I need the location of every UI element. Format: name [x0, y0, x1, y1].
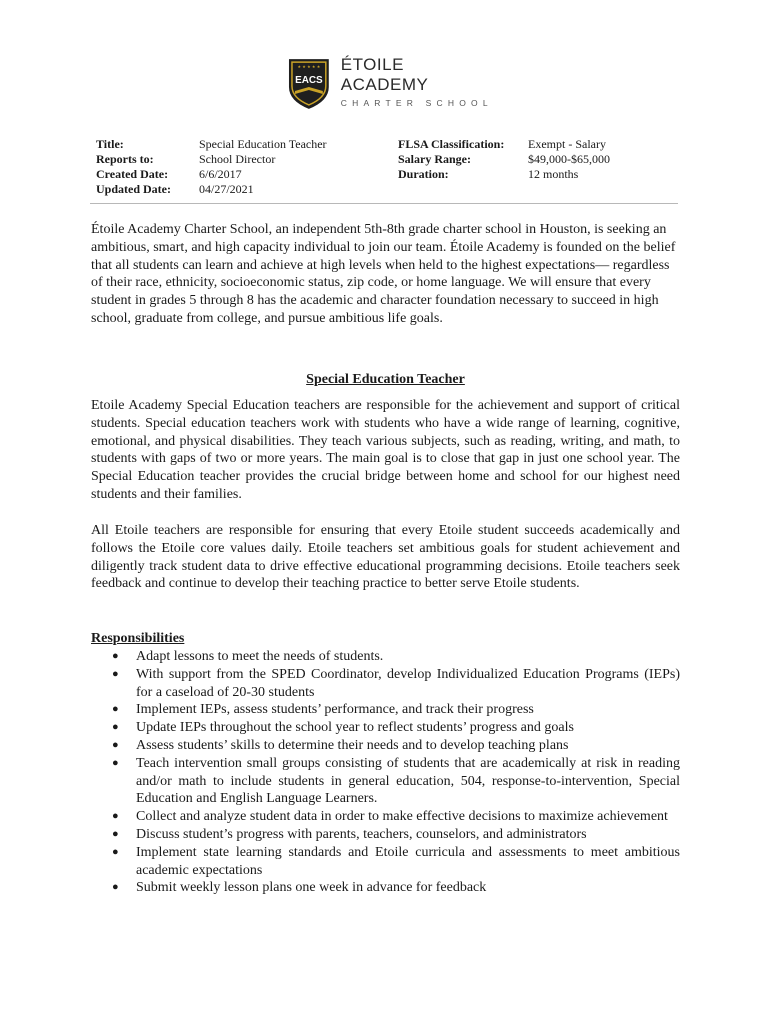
meta-value-duration: 12 months [528, 167, 579, 181]
list-item [91, 879, 680, 897]
shield-logo-icon [285, 53, 333, 111]
list-item [91, 701, 680, 719]
bullet-icon: ● [112, 738, 119, 751]
meta-value-updated: 04/27/2021 [199, 182, 254, 196]
role-paragraph: Etoile Academy Special Education teachers are responsible for the achievement and support of critical students. Special education teachers work with students who have a wide range of learning, cognitive, emotional, and physical disabilities. They teach various subjects, such as reading, writing, and math, to students with gaps of two or more years. The main goal is to close that gap in just one school year. The Special Education teacher provides the crucial bridge between home and school for our highest need students and their families. [91, 398, 680, 502]
list-item [91, 755, 680, 808]
responsibilities-list [91, 648, 680, 897]
meta-label-flsa: FLSA Classification: [398, 137, 505, 151]
meta-label-salary: Salary Range: [398, 152, 471, 166]
logo-subtitle: CHARTER SCHOOL [340, 98, 493, 108]
bullet-icon: ● [112, 650, 119, 662]
bullet-icon: ● [112, 845, 119, 858]
bullet-icon: ● [112, 810, 119, 823]
meta-value-title: Special Education Teacher [199, 137, 327, 151]
list-item-text: Discuss student’s progress with parents, teachers, counselors, and administrators [136, 826, 587, 842]
meta-value-reports-to: School Director [199, 152, 276, 166]
bullet-icon: ● [112, 703, 119, 716]
responsibilities-title: Responsibilities [91, 631, 185, 646]
list-item [91, 844, 680, 880]
intro-paragraph: Étoile Academy Charter School, an independent 5th-8th grade charter school in Houston, is seeking an ambitious, smart, and high capacity individual to join our team. Étoile Academy is founded on the belief that all students can learn and achieve at high levels when held to the highest expectations— regardless of their race, ethnicity, socioeconomic status, zip code, or home language. We will ensure that every student in grades 5 through 8 has the academic and character foundation necessary to succeed in high school, graduate from college, and pursue ambitious life goals. [91, 222, 676, 326]
list-item-text: Teach intervention small groups consisting of students that are academically at risk in reading and/or math to include students in general education, 504, response-to-intervention, Special Education and English Language Learners. [136, 755, 680, 807]
section-heading: Special Education Teacher [306, 372, 465, 387]
list-item-text: Update IEPs throughout the school year to reflect students’ progress and goals [136, 720, 574, 736]
logo-monogram: EACS [295, 74, 323, 86]
list-item [91, 666, 680, 702]
svg-text:★ ★ ★ ★ ★: ★ ★ ★ ★ ★ [297, 64, 321, 70]
meta-label-duration: Duration: [398, 167, 449, 181]
meta-right-values [528, 137, 610, 182]
list-item-text: With support from the SPED Coordinator, develop Individualized Education Programs (IEPs) for a caseload of 20-30 students [136, 666, 680, 700]
meta-value-flsa: Exempt - Salary [528, 137, 606, 151]
list-item-text: Submit weekly lesson plans one week in advance for feedback [136, 880, 487, 896]
logo-school-name: ÉTOILE ACADEMY [340, 55, 429, 94]
header-divider [90, 203, 678, 204]
meta-label-title: Title: [96, 137, 124, 151]
list-item [91, 826, 680, 844]
bullet-icon: ● [112, 756, 119, 769]
expectations-paragraph: All Etoile teachers are responsible for ensuring that every Etoile student succeeds academically and follows the Etoile core values daily. Etoile teachers set ambitious goals for student achievement and diligently track student data to drive effective educational programming decisions. Etoile teachers seek feedback and continue to develop their teaching practice to better serve Etoile students. [91, 523, 680, 592]
list-item [91, 737, 680, 755]
list-item [91, 648, 680, 666]
bullet-icon: ● [112, 827, 119, 840]
meta-label-updated: Updated Date: [96, 182, 171, 196]
meta-value-created: 6/6/2017 [199, 167, 242, 181]
list-item-text: Collect and analyze student data in order to make effective decisions to maximize achievement [136, 809, 668, 825]
meta-left-values [199, 137, 327, 197]
list-item-text: Adapt lessons to meet the needs of students. [136, 649, 384, 664]
meta-label-reports-to: Reports to: [96, 152, 154, 166]
school-logo [285, 52, 495, 112]
list-item [91, 719, 680, 737]
list-item-text: Implement state learning standards and Etoile curricula and assessments to meet ambitious academic expectations [136, 844, 680, 878]
list-item-text: Implement IEPs, assess students’ performance, and track their progress [136, 702, 534, 718]
meta-left-labels [96, 137, 171, 197]
bullet-icon: ● [112, 881, 119, 894]
list-item [91, 808, 680, 826]
meta-label-created: Created Date: [96, 167, 169, 181]
bullet-icon: ● [112, 667, 119, 680]
meta-right-labels [398, 137, 504, 182]
list-item-text: Assess students’ skills to determine their needs and to develop teaching plans [136, 737, 569, 753]
bullet-icon: ● [112, 721, 119, 734]
meta-value-salary: $49,000-$65,000 [528, 152, 610, 166]
